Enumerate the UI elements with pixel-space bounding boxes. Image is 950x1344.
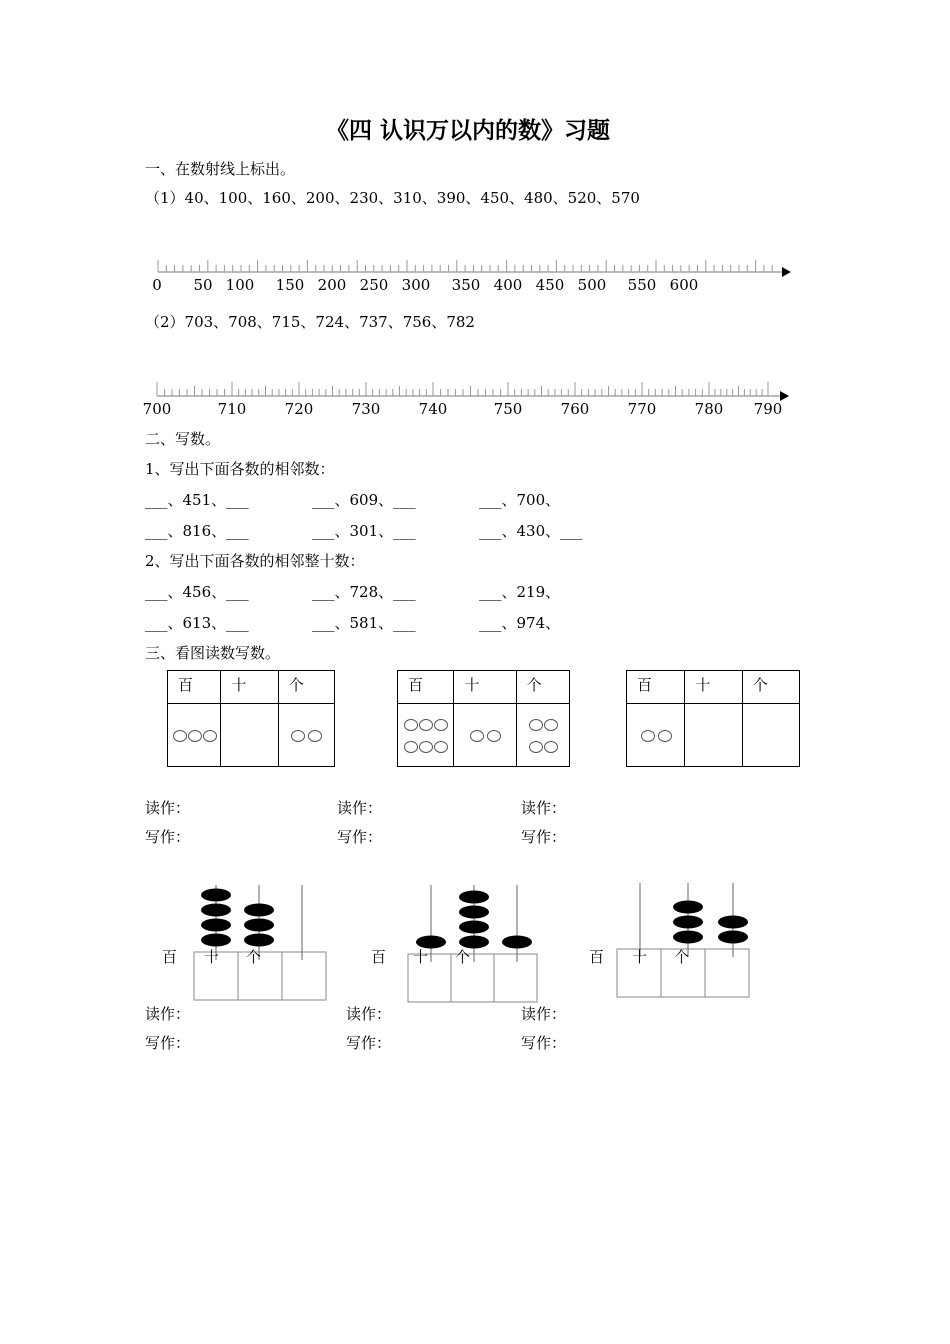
abacus-diagrams — [194, 883, 749, 1002]
cell-tens — [221, 704, 278, 767]
counter-circle — [203, 730, 217, 742]
abacus-label-ones: 个 — [674, 948, 690, 966]
tick-label: 100 — [225, 276, 255, 294]
counter-circle — [529, 741, 543, 753]
counter-circle — [404, 741, 418, 753]
number-line-2 — [143, 382, 789, 418]
abacus-bead — [459, 936, 489, 949]
abacus-bead — [459, 906, 489, 919]
tick-label: 500 — [577, 276, 607, 294]
cell-hundreds — [627, 704, 685, 767]
header-ones: 个 — [742, 671, 799, 704]
abacus-label-ones: 个 — [455, 948, 471, 966]
tick-label: 770 — [627, 400, 657, 418]
abacus-bead — [244, 919, 274, 932]
tick-label: 720 — [284, 400, 314, 418]
neighbor-item: ___、609、___ — [312, 491, 416, 509]
counter-circle — [434, 719, 448, 731]
q1-prompt: （1）40、100、160、200、230、310、390、450、480、520、570 — [145, 189, 640, 207]
abacus-label-tens: 十 — [413, 948, 429, 966]
tick-label: 550 — [627, 276, 657, 294]
abacus-bead — [718, 916, 748, 929]
tens-item: ___、728、___ — [312, 583, 416, 601]
header-hundreds: 百 — [168, 671, 221, 704]
place-value-chart-1 — [167, 670, 335, 767]
abacus-bead — [673, 916, 703, 929]
counter-circle — [173, 730, 187, 742]
abacus-bead — [459, 891, 489, 904]
tick-label: 300 — [401, 276, 431, 294]
tick-label: 760 — [560, 400, 590, 418]
abacus-bead — [416, 936, 446, 949]
counter-circle — [291, 730, 305, 742]
read-label: 读作： — [521, 1005, 567, 1023]
header-ones: 个 — [516, 671, 569, 704]
tick-label: 740 — [418, 400, 448, 418]
counter-circle — [434, 741, 448, 753]
tick-label: 400 — [493, 276, 523, 294]
tick-label: 600 — [669, 276, 699, 294]
counter-circle — [544, 719, 558, 731]
write-label: 写作： — [145, 828, 191, 846]
section3-heading: 三、看图读数写数。 — [145, 644, 281, 662]
cell-hundreds — [168, 704, 221, 767]
abacus-label-tens: 十 — [204, 948, 220, 966]
abacus-label-hundreds: 百 — [162, 948, 178, 966]
tens-item: ___、581、___ — [312, 614, 416, 632]
read-label: 读作： — [521, 799, 567, 817]
tick-label: 350 — [451, 276, 481, 294]
counter-circle — [404, 719, 418, 731]
header-hundreds: 百 — [627, 671, 685, 704]
tick-label: 200 — [317, 276, 347, 294]
neighbor-item: ___、816、___ — [145, 522, 249, 540]
tick-label: 710 — [217, 400, 247, 418]
arrow-head-icon — [782, 267, 791, 277]
section1-heading: 一、在数射线上标出。 — [145, 160, 296, 178]
place-value-chart-2 — [397, 670, 570, 767]
read-label: 读作： — [337, 799, 383, 817]
cell-ones — [742, 704, 799, 767]
tens-item: ___、219、 — [479, 583, 561, 601]
tick-label: 0 — [152, 276, 162, 294]
read-label: 读作： — [145, 1005, 191, 1023]
counter-circle — [487, 730, 501, 742]
abacus-label-tens: 十 — [632, 948, 648, 966]
abacus-bead — [459, 921, 489, 934]
abacus-bead — [673, 931, 703, 944]
cell-tens — [454, 704, 516, 767]
place-value-chart-3 — [626, 670, 800, 767]
tens-item: ___、456、___ — [145, 583, 249, 601]
neighbor-item: ___、451、___ — [145, 491, 249, 509]
abacus-bead — [201, 904, 231, 917]
section2-heading: 二、写数。 — [145, 430, 221, 448]
header-tens: 十 — [221, 671, 278, 704]
counter-circle — [308, 730, 322, 742]
abacus-bead — [201, 919, 231, 932]
write-label: 写作： — [521, 1034, 567, 1052]
tick-label: 150 — [275, 276, 305, 294]
neighbor-item: ___、301、___ — [312, 522, 416, 540]
tens-item: ___、974、 — [479, 614, 561, 632]
counter-circle — [188, 730, 202, 742]
neighbor-item: ___、430、___ — [479, 522, 583, 540]
header-ones: 个 — [278, 671, 334, 704]
write-label: 写作： — [346, 1034, 392, 1052]
counter-circle — [419, 719, 433, 731]
abacus-bead — [718, 931, 748, 944]
abacus-bead — [244, 934, 274, 947]
tick-label: 730 — [351, 400, 381, 418]
counter-circle — [641, 730, 655, 742]
tick-label: 790 — [753, 400, 783, 418]
number-line-1 — [152, 260, 791, 294]
counter-circle — [658, 730, 672, 742]
header-tens: 十 — [454, 671, 516, 704]
neighbor-item: ___、700、 — [479, 491, 561, 509]
part2-heading: 2、写出下面各数的相邻整十数： — [145, 552, 365, 570]
abacus-bead — [201, 889, 231, 902]
abacus-label-ones: 个 — [246, 948, 262, 966]
cell-hundreds — [398, 704, 454, 767]
tick-label: 450 — [535, 276, 565, 294]
abacus-bead — [673, 901, 703, 914]
header-tens: 十 — [685, 671, 742, 704]
write-label: 写作： — [337, 828, 383, 846]
cell-ones — [278, 704, 334, 767]
tick-label: 50 — [193, 276, 213, 294]
part1-heading: 1、写出下面各数的相邻数： — [145, 460, 335, 478]
counter-circle — [419, 741, 433, 753]
abacus-label-hundreds: 百 — [589, 948, 605, 966]
counter-circle — [470, 730, 484, 742]
tick-label: 700 — [142, 400, 172, 418]
q2-prompt: （2）703、708、715、724、737、756、782 — [145, 313, 475, 331]
page-title: 《四 认识万以内的数》习题 — [326, 117, 611, 144]
cell-ones — [516, 704, 569, 767]
header-hundreds: 百 — [398, 671, 454, 704]
read-label: 读作： — [346, 1005, 392, 1023]
abacus-label-hundreds: 百 — [371, 948, 387, 966]
counter-circle — [529, 719, 543, 731]
read-label: 读作： — [145, 799, 191, 817]
tick-label: 780 — [694, 400, 724, 418]
cell-tens — [685, 704, 742, 767]
write-label: 写作： — [521, 828, 567, 846]
tick-label: 250 — [359, 276, 389, 294]
abacus-bead — [244, 904, 274, 917]
abacus-bead — [201, 934, 231, 947]
tens-item: ___、613、___ — [145, 614, 249, 632]
abacus-bead — [502, 936, 532, 949]
tick-label: 750 — [493, 400, 523, 418]
write-label: 写作： — [145, 1034, 191, 1052]
counter-circle — [544, 741, 558, 753]
